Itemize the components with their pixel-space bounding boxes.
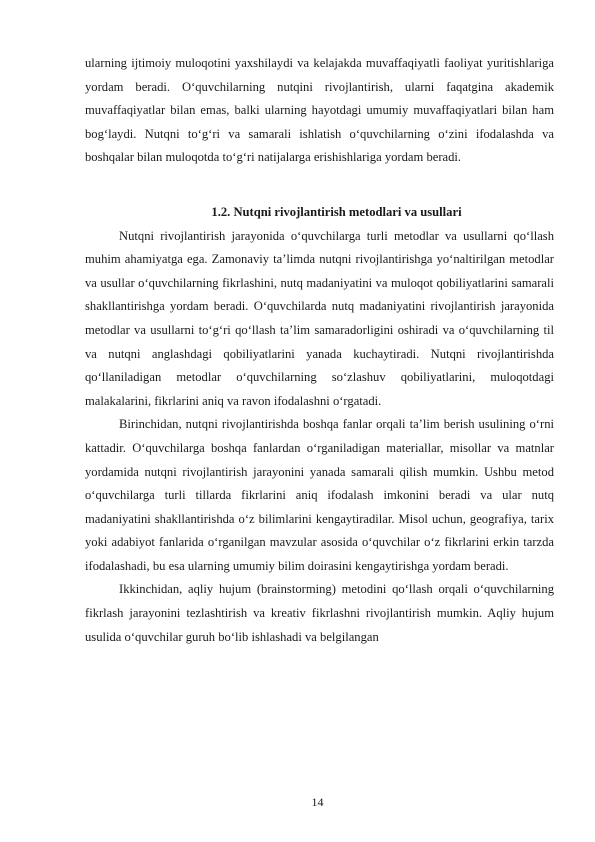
document-page — [85, 52, 554, 649]
page-number: 14 — [311, 795, 324, 809]
paragraph-methods-overview: Nutqni rivojlantirish jarayonida o‘quvchilarga turli metodlar va usullarni qo‘llash muhim ahamiyatga ega. Zamonaviy ta’limda nutqni rivojlantirishga yo‘naltirilgan metodlar va usullar o‘quvchilarning fikrlashini, nutq madaniyatini va muloqot qobiliyatlarini samarali shakllantirishga yordam beradi. O‘quvchilarda nutq madaniyatini rivojlantirish jarayonida metodlar va usullarni to‘g‘ri qo‘llash ta’lim samaradorligini oshiradi va o‘quvchilarning til va nutqni anglashdagi qobiliyatlarini yanada kuchaytiradi. Nutqni rivojlantirishda qo‘llaniladigan metodlar o‘quvchilarning so‘zlashuv qobiliyatlarini, muloqotdagi malakalarini, fikrlarini aniq va ravon ifodalashni o‘rgatadi. — [85, 228, 554, 408]
section-heading: 1.2. Nutqni rivojlantirish metodlari va usullari — [211, 204, 462, 219]
paragraph-second-method: Ikkinchidan, aqliy hujum (brainstorming) metodini qo‘llash orqali o‘quvchilarning fikrlash jarayonini tezlashtirish va kreativ fikrlashni rivojlantirish mumkin. Aqliy hujum usulida o‘quvchilar guruh bo‘lib ishlashadi va belgilangan — [85, 582, 554, 644]
paragraph-intro: ularning ijtimoiy muloqotini yaxshilaydi va kelajakda muvaffaqiyatli faoliyat yuritishlariga yordam beradi. O‘quvchilarning nutqini rivojlantirish, ularni faqatgina akademik muvaffaqiyatlar bilan emas, balki ularning hayotdagi umumiy muvaffaqiyatlari bilan ham bog‘laydi. Nutqni to‘g‘ri va samarali ishlatish o‘quvchilarning o‘zini ifodalashda va boshqalar bilan muloqotda to‘g‘ri natijalarga erishishlariga yordam beradi. — [85, 56, 554, 165]
paragraph-first-method: Birinchidan, nutqni rivojlantirishda boshqa fanlar orqali ta’lim berish usulining o‘rni kattadir. O‘quvchilarga boshqa fanlardan o‘rganiladigan materiallar, misollar va matnlar yordamida nutqni rivojlantirish jarayonini yanada samarali qilish mumkin. Ushbu metod o‘quvchilarga turli tillarda fikrlarini aniq ifodalash imkonini beradi va ular nutq madaniyatini shakllantirishda o‘z bilimlarini kengaytiradilar. Misol uchun, geografiya, tarix yoki adabiyot fanlarida o‘rganilgan mavzular asosida o‘quvchilar o‘z fikrlarini erkin tarzda ifodalashadi, bu esa ularning umumiy bilim doirasini kengaytirishga yordam beradi. — [85, 417, 554, 573]
